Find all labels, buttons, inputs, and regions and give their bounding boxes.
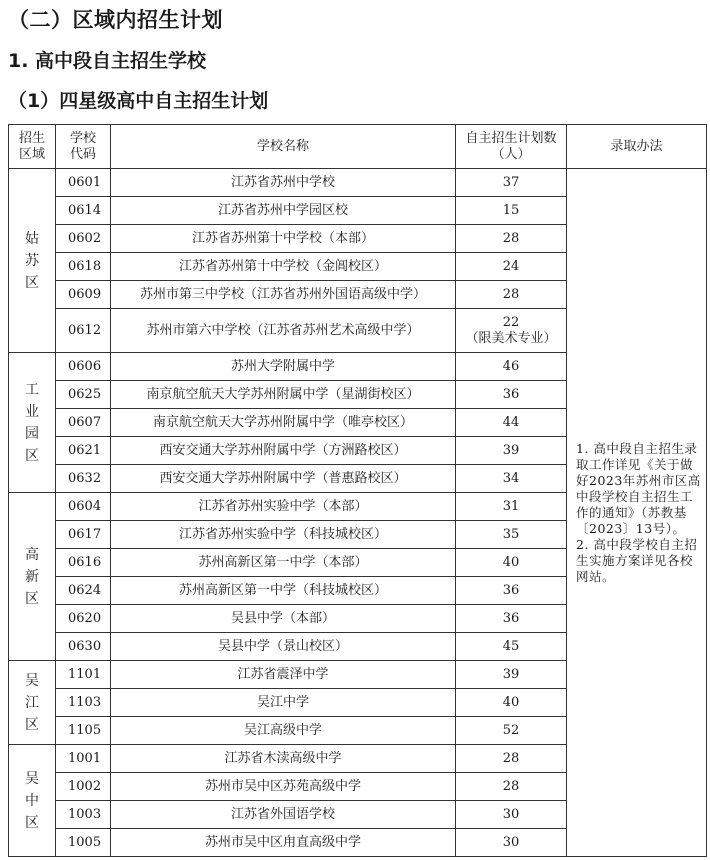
plan-count-cell [456, 717, 567, 745]
plan-count-value: 46 [502, 358, 520, 374]
plan-count-value: 31 [502, 498, 520, 514]
plan-count-value: 45 [502, 638, 520, 654]
plan-count-cell [456, 281, 567, 309]
plan-count-value: 28 [502, 778, 520, 794]
school-name-cell: 江苏省木渎高级中学 [111, 745, 456, 773]
school-code-cell: 1002 [56, 773, 111, 801]
header-plan: 自主招生计划数（人） [456, 125, 567, 169]
school-code-cell: 1105 [56, 717, 111, 745]
school-code-cell: 0625 [56, 381, 111, 409]
school-name-cell: 江苏省苏州中学园区校 [111, 197, 456, 225]
school-code-cell: 0604 [56, 493, 111, 521]
plan-count-cell [456, 409, 567, 437]
plan-count-cell [456, 633, 567, 661]
header-name: 学校名称 [111, 125, 456, 169]
plan-count-cell [456, 829, 567, 857]
region-cell: 吴中区 [9, 745, 56, 857]
plan-count-cell [456, 197, 567, 225]
school-name-cell: 江苏省苏州实验中学（本部） [111, 493, 456, 521]
plan-count-cell [456, 521, 567, 549]
school-name-cell: 苏州大学附属中学 [111, 353, 456, 381]
school-code-cell: 0632 [56, 465, 111, 493]
school-name-cell: 吴江高级中学 [111, 717, 456, 745]
school-name-cell: 江苏省震泽中学 [111, 661, 456, 689]
school-code-cell: 1101 [56, 661, 111, 689]
section-heading: （二）区域内招生计划 [8, 8, 223, 32]
enrollment-plan-table [8, 124, 707, 857]
school-code-cell: 0607 [56, 409, 111, 437]
region-cell: 高新区 [9, 493, 56, 661]
plan-count-cell [456, 253, 567, 281]
school-code-cell: 0612 [56, 309, 111, 353]
plan-count-cell [456, 549, 567, 577]
school-name-cell: 苏州市第六中学校（江苏省苏州艺术高级中学） [111, 309, 456, 353]
school-name-cell: 西安交通大学苏州附属中学（方洲路校区） [111, 437, 456, 465]
school-code-cell: 1001 [56, 745, 111, 773]
plan-count-value: 39 [502, 442, 520, 458]
school-code-cell: 0630 [56, 633, 111, 661]
school-code-cell: 1103 [56, 689, 111, 717]
plan-count-value: 24 [502, 258, 520, 274]
school-name-cell: 苏州高新区第一中学（本部） [111, 549, 456, 577]
plan-count-cell [456, 493, 567, 521]
plan-count-cell [456, 745, 567, 773]
table-row [9, 169, 707, 197]
school-name-cell: 苏州高新区第一中学（科技城校区） [111, 577, 456, 605]
school-name-cell: 吴县中学（景山校区） [111, 633, 456, 661]
school-name-cell: 江苏省苏州第十中学校（本部） [111, 225, 456, 253]
school-code-cell: 1003 [56, 801, 111, 829]
school-code-cell: 0614 [56, 197, 111, 225]
plan-count-cell [456, 689, 567, 717]
school-name-cell: 西安交通大学苏州附属中学（普惠路校区） [111, 465, 456, 493]
school-name-cell: 江苏省苏州第十中学校（金阊校区） [111, 253, 456, 281]
table-body [9, 169, 707, 857]
school-code-cell: 0620 [56, 605, 111, 633]
plan-count-cell [456, 309, 567, 353]
plan-count-cell [456, 577, 567, 605]
plan-count-value: 36 [502, 610, 520, 626]
plan-count-cell [456, 381, 567, 409]
plan-count-cell [456, 353, 567, 381]
plan-count-cell [456, 169, 567, 197]
plan-count-cell [456, 437, 567, 465]
plan-count-value: 36 [502, 582, 520, 598]
plan-count-value: 28 [502, 750, 520, 766]
school-name-cell: 吴县中学（本部） [111, 605, 456, 633]
school-code-cell: 0601 [56, 169, 111, 197]
plan-count-value: 15 [502, 202, 520, 218]
table-heading: （1）四星级高中自主招生计划 [8, 90, 269, 112]
header-region: 招生区域 [9, 125, 56, 169]
plan-count-value: 34 [502, 470, 520, 486]
school-code-cell: 0602 [56, 225, 111, 253]
admission-method-note: 1. 高中段自主招生录取工作详见《关于做好2023年苏州市区高中段学校自主招生工作的通知》（苏教基〔2023〕13号）。 [576, 440, 701, 536]
plan-count-cell [456, 661, 567, 689]
plan-count-value: 52 [502, 722, 520, 738]
subsection-heading: 1. 高中段自主招生学校 [8, 50, 207, 72]
school-name-cell: 江苏省苏州中学校 [111, 169, 456, 197]
plan-count-note: （限美术专业） [465, 330, 557, 346]
plan-count-cell [456, 605, 567, 633]
school-name-cell: 南京航空航天大学苏州附属中学（星湖街校区） [111, 381, 456, 409]
plan-count-cell [456, 801, 567, 829]
school-code-cell: 0609 [56, 281, 111, 309]
school-code-cell: 0617 [56, 521, 111, 549]
plan-count-value: 35 [502, 526, 520, 542]
school-code-cell: 0618 [56, 253, 111, 281]
region-cell: 工业园区 [9, 353, 56, 493]
header-method: 录取办法 [567, 125, 707, 169]
plan-count-value: 39 [502, 666, 520, 682]
plan-count-value: 36 [502, 386, 520, 402]
plan-count-value: 22 [502, 314, 520, 330]
plan-count-cell [456, 225, 567, 253]
plan-count-value: 37 [502, 174, 520, 190]
plan-count-value: 28 [502, 286, 520, 302]
table-header-row [9, 125, 707, 169]
school-name-cell: 南京航空航天大学苏州附属中学（唯亭校区） [111, 409, 456, 437]
school-name-cell: 江苏省苏州实验中学（科技城校区） [111, 521, 456, 549]
school-code-cell: 1005 [56, 829, 111, 857]
plan-count-value: 28 [502, 230, 520, 246]
admission-method-cell [567, 169, 707, 857]
school-name-cell: 江苏省外国语学校 [111, 801, 456, 829]
plan-count-value: 30 [502, 834, 520, 850]
plan-count-cell [456, 465, 567, 493]
school-code-cell: 0616 [56, 549, 111, 577]
admission-method-note: 2. 高中段学校自主招生实施方案详见各校网站。 [576, 536, 698, 584]
school-name-cell: 吴江中学 [111, 689, 456, 717]
header-code: 学校代码 [56, 125, 111, 169]
plan-count-value: 44 [502, 414, 520, 430]
region-cell: 吴江区 [9, 661, 56, 745]
school-name-cell: 苏州市吴中区甪直高级中学 [111, 829, 456, 857]
school-code-cell: 0606 [56, 353, 111, 381]
plan-count-value: 40 [502, 694, 520, 710]
school-code-cell: 0624 [56, 577, 111, 605]
plan-count-value: 30 [502, 806, 520, 822]
plan-count-value: 40 [502, 554, 520, 570]
school-name-cell: 苏州市第三中学校（江苏省苏州外国语高级中学） [111, 281, 456, 309]
plan-count-cell [456, 773, 567, 801]
school-code-cell: 0621 [56, 437, 111, 465]
school-name-cell: 苏州市吴中区苏苑高级中学 [111, 773, 456, 801]
region-cell: 姑苏区 [9, 169, 56, 353]
